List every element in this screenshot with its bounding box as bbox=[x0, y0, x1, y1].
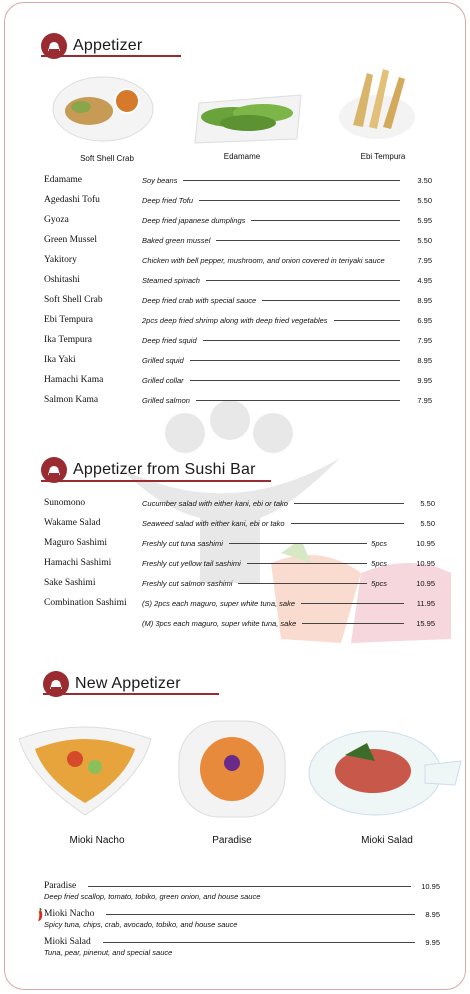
section-title: New Appetizer bbox=[75, 675, 181, 692]
menu-item: Agedashi Tofu Deep fried Tofu 5.50 bbox=[44, 195, 432, 205]
paradise-photo bbox=[175, 717, 289, 821]
edamame-photo bbox=[193, 83, 305, 147]
section-title: Appetizer from Sushi Bar bbox=[73, 461, 256, 478]
menu-item: Soft Shell Crab Deep fried crab with special sauce 8.95 bbox=[44, 295, 432, 305]
section-underline bbox=[41, 480, 271, 482]
menu-item: Ika Yaki Grilled squid 8.95 bbox=[44, 355, 432, 365]
menu-item: Sake Sashimi Freshly cut salmon sashimi 5pcs 10.95 bbox=[44, 578, 435, 588]
mioki-salad-photo bbox=[305, 725, 465, 817]
menu-item: Yakitory Chicken with bell pepper, mushroom, and onion covered in teriyaki sauce 7.95 bbox=[44, 255, 432, 265]
section-underline bbox=[43, 693, 219, 695]
menu-item: Salmon Kama Grilled salmon 7.95 bbox=[44, 395, 432, 405]
section-title: Appetizer bbox=[73, 37, 143, 54]
photo-caption: Soft Shell Crab bbox=[80, 154, 134, 163]
menu-item: Hamachi Kama Grilled collar 9.95 bbox=[44, 375, 432, 385]
photo-caption: Mioki Salad bbox=[361, 835, 413, 846]
menu-item: Ika Tempura Deep fried squid 7.95 bbox=[44, 335, 432, 345]
menu-item: Hamachi Sashimi Freshly cut yellow tail sashimi 5pcs 10.95 bbox=[44, 558, 435, 568]
section-underline bbox=[41, 55, 181, 57]
menu-item: Wakame Salad Seaweed salad with either kani, ebi or tako 5.50 bbox=[44, 518, 435, 528]
menu-item: Ebi Tempura 2pcs deep fried shrimp along with deep fried vegetables 6.95 bbox=[44, 315, 432, 325]
menu-page bbox=[4, 2, 466, 990]
menu-item: Maguro Sashimi Freshly cut tuna sashimi 5pcs 10.95 bbox=[44, 538, 435, 548]
chili-pepper-icon bbox=[36, 908, 44, 922]
menu-item: Green Mussel Baked green mussel 5.50 bbox=[44, 235, 432, 245]
photo-caption: Ebi Tempura bbox=[360, 152, 406, 161]
menu-item: Sunomono Cucumber salad with either kani, ebi or tako 5.50 bbox=[44, 498, 435, 508]
menu-item: (M) 3pcs each maguro, super white tuna, sake 15.95 bbox=[142, 618, 435, 628]
photo-caption: Paradise bbox=[212, 835, 252, 846]
photo-caption: Mioki Nacho bbox=[69, 835, 125, 846]
mioki-nacho-photo bbox=[15, 719, 155, 819]
menu-item: Combination Sashimi (S) 2pcs each maguro, super white tuna, sake 11.95 bbox=[44, 598, 435, 608]
menu-item: Oshitashi Steamed spinach 4.95 bbox=[44, 275, 432, 285]
menu-item: Gyoza Deep fried japanese dumplings 5.95 bbox=[44, 215, 432, 225]
menu-item: Edamame Soy beans 3.50 bbox=[44, 175, 432, 185]
ebi-tempura-photo bbox=[333, 65, 419, 147]
photo-caption: Edamame bbox=[223, 152, 261, 161]
menu-item: Mioki Salad 9.95 Tuna, pear, pinenut, and special sauce bbox=[44, 937, 440, 957]
menu-item: Paradise 10.95 Deep fried scallop, tomato, tobiko, green onion, and house sauce bbox=[44, 881, 440, 901]
soft-shell-crab-photo bbox=[51, 69, 155, 145]
menu-item: Mioki Nacho 8.95 Spicy tuna, chips, crab, avocado, tobiko, and house sauce bbox=[44, 909, 440, 929]
